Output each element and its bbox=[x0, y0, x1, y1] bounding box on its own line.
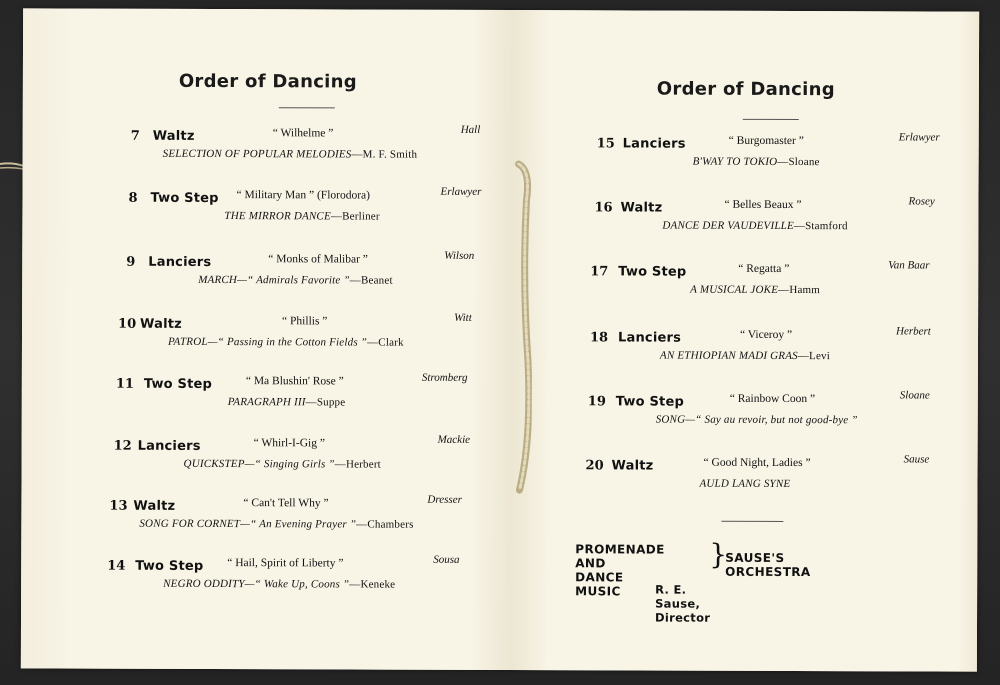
second-selection bbox=[656, 414, 858, 427]
selection-quote: “ Say au revoir, but not good-bye ” bbox=[695, 413, 858, 427]
selection-quote: “ Wake Up, Coons ” bbox=[254, 578, 350, 591]
composer-name: Erlawyer bbox=[898, 131, 940, 144]
composer-name: Mackie bbox=[437, 433, 471, 446]
selection-prefix: SONG FOR CORNET— bbox=[139, 517, 251, 531]
promenade-line-2: DANCE MUSIC bbox=[575, 570, 624, 599]
composer-name: Herbert bbox=[896, 325, 931, 338]
selection-prefix: A MUSICAL JOKE bbox=[690, 283, 779, 296]
selection-author: —Hamm bbox=[778, 283, 821, 297]
tune-title: “ Monks of Malibar ” bbox=[268, 253, 368, 266]
selection-author: —Keneke bbox=[349, 578, 396, 591]
tune-title: “ Military Man ” (Florodora) bbox=[236, 189, 371, 202]
selection-author: —M. F. Smith bbox=[351, 148, 418, 161]
selection-prefix: DANCE DER VAUDEVILLE bbox=[662, 219, 794, 233]
director-line: R. E. Sause, Director bbox=[655, 582, 711, 625]
second-selection bbox=[224, 210, 379, 223]
composer-name: Rosey bbox=[908, 195, 935, 208]
selection-prefix: NEGRO ODDITY— bbox=[163, 577, 255, 591]
composer-name: Sousa bbox=[433, 553, 460, 566]
selection-prefix: SELECTION OF POPULAR MELODIES bbox=[162, 147, 352, 161]
selection-author: —Berliner bbox=[330, 210, 380, 223]
tune-title: “ Regatta ” bbox=[738, 262, 790, 276]
second-selection bbox=[163, 148, 418, 161]
dance-card-spread bbox=[21, 8, 979, 671]
selection-prefix: MARCH— bbox=[198, 273, 248, 287]
selection-author: —Beanet bbox=[349, 274, 393, 287]
selection-author: —Chambers bbox=[356, 518, 414, 531]
second-selection bbox=[693, 156, 820, 168]
second-selection bbox=[690, 284, 820, 296]
binding-thread-end bbox=[0, 160, 24, 172]
dance-type: Lanciers bbox=[148, 254, 212, 270]
tune-title: “ Ma Blushin' Rose ” bbox=[245, 375, 344, 388]
left-heading-rule bbox=[279, 107, 335, 108]
dance-type: Two Step bbox=[143, 376, 213, 392]
selection-prefix: B'WAY TO TOKIO bbox=[692, 155, 778, 168]
right-page bbox=[511, 10, 979, 672]
composer-name: Van Baar bbox=[888, 259, 930, 272]
selection-prefix: AN ETHIOPIAN MADI GRAS bbox=[659, 349, 798, 363]
dance-number: 18 bbox=[589, 330, 609, 346]
selection-prefix: PARAGRAPH III bbox=[227, 396, 306, 409]
promenade-line-1: PROMENADE AND bbox=[575, 542, 665, 571]
composer-name: Erlawyer bbox=[440, 185, 482, 198]
dance-number: 10 bbox=[118, 316, 137, 332]
tune-title: “ Rainbow Coon ” bbox=[729, 392, 816, 406]
second-selection bbox=[660, 350, 830, 363]
tune-title: “ Belles Beaux ” bbox=[724, 198, 802, 212]
selection-quote: “ Admirals Favorite ” bbox=[247, 274, 350, 287]
tune-title: “ Viceroy ” bbox=[739, 328, 793, 342]
dance-number: 11 bbox=[115, 376, 134, 392]
dance-number: 14 bbox=[107, 558, 126, 574]
brace: } bbox=[709, 537, 728, 571]
dance-type: Two Step bbox=[150, 190, 219, 207]
dance-number: 15 bbox=[596, 136, 615, 152]
dance-type: Waltz bbox=[140, 316, 182, 332]
selection-author: —Sloane bbox=[777, 155, 820, 169]
tune-title: “ Whirl-I-Gig ” bbox=[253, 437, 325, 450]
selection-prefix: THE MIRROR DANCE bbox=[224, 210, 331, 223]
footer-rule bbox=[721, 521, 783, 522]
selection-author: —Herbert bbox=[334, 458, 381, 471]
dance-number: 12 bbox=[113, 438, 132, 454]
dance-type: Two Step bbox=[618, 264, 687, 280]
dance-type: Waltz bbox=[611, 458, 654, 474]
dance-number: 20 bbox=[585, 458, 604, 474]
second-selection bbox=[228, 396, 346, 408]
dance-number: 17 bbox=[590, 264, 609, 280]
composer-name: Hall bbox=[460, 123, 481, 136]
dance-number: 16 bbox=[594, 200, 613, 216]
selection-prefix: AULD LANG SYNE bbox=[699, 477, 791, 491]
promenade-label bbox=[575, 542, 665, 598]
tune-title: “ Hail, Spirit of Liberty ” bbox=[227, 557, 344, 570]
composer-name: Dresser bbox=[427, 493, 462, 506]
selection-author: —Clark bbox=[367, 336, 404, 349]
selection-author: —Suppe bbox=[305, 396, 346, 409]
dance-number: 13 bbox=[109, 498, 128, 514]
selection-prefix: SONG— bbox=[655, 413, 696, 426]
second-selection bbox=[662, 220, 847, 233]
selection-prefix: QUICKSTEP— bbox=[183, 457, 255, 471]
dance-type: Two Step bbox=[135, 558, 204, 574]
selection-quote: “ An Evening Prayer ” bbox=[250, 518, 357, 531]
dance-type: Lanciers bbox=[622, 136, 686, 152]
selection-quote: “ Singing Girls ” bbox=[254, 458, 335, 471]
second-selection bbox=[184, 458, 381, 471]
dance-type: Lanciers bbox=[137, 438, 201, 454]
dance-type: Lanciers bbox=[617, 330, 682, 346]
binding-cord bbox=[509, 160, 532, 500]
dance-type: Waltz bbox=[133, 498, 176, 514]
tune-title: “ Phillis ” bbox=[282, 315, 328, 328]
tune-title: “ Good Night, Ladies ” bbox=[703, 456, 811, 470]
dance-number: 7 bbox=[130, 128, 140, 144]
selection-prefix: PATROL— bbox=[167, 335, 218, 349]
composer-name: Wilson bbox=[444, 249, 475, 262]
dance-number: 9 bbox=[126, 254, 136, 270]
selection-quote: “ Passing in the Cotton Fields ” bbox=[217, 336, 368, 349]
orchestra-name: SAUSE'S ORCHESTRA bbox=[725, 550, 811, 580]
second-selection bbox=[139, 518, 413, 531]
right-page-heading: Order of Dancing bbox=[656, 78, 835, 101]
selection-author: —Stamford bbox=[793, 220, 848, 233]
dance-type: Two Step bbox=[615, 394, 685, 410]
composer-name: Witt bbox=[454, 311, 472, 324]
second-selection bbox=[163, 578, 395, 591]
left-page-heading: Order of Dancing bbox=[178, 70, 357, 93]
second-selection bbox=[198, 274, 393, 287]
dance-type: Waltz bbox=[620, 200, 663, 216]
second-selection bbox=[168, 336, 404, 349]
composer-name: Sause bbox=[903, 453, 930, 466]
dance-number: 19 bbox=[587, 394, 606, 410]
dance-number: 8 bbox=[128, 190, 138, 206]
second-selection bbox=[699, 478, 790, 490]
left-page bbox=[21, 8, 513, 670]
tune-title: “ Burgomaster ” bbox=[728, 134, 804, 148]
tune-title: “ Wilhelme ” bbox=[272, 127, 334, 140]
composer-name: Stromberg bbox=[421, 371, 468, 384]
selection-author: —Levi bbox=[797, 350, 831, 363]
composer-name: Sloane bbox=[899, 389, 930, 402]
right-heading-rule bbox=[743, 119, 799, 120]
tune-title: “ Can't Tell Why ” bbox=[243, 497, 329, 510]
dance-type: Waltz bbox=[152, 128, 195, 144]
